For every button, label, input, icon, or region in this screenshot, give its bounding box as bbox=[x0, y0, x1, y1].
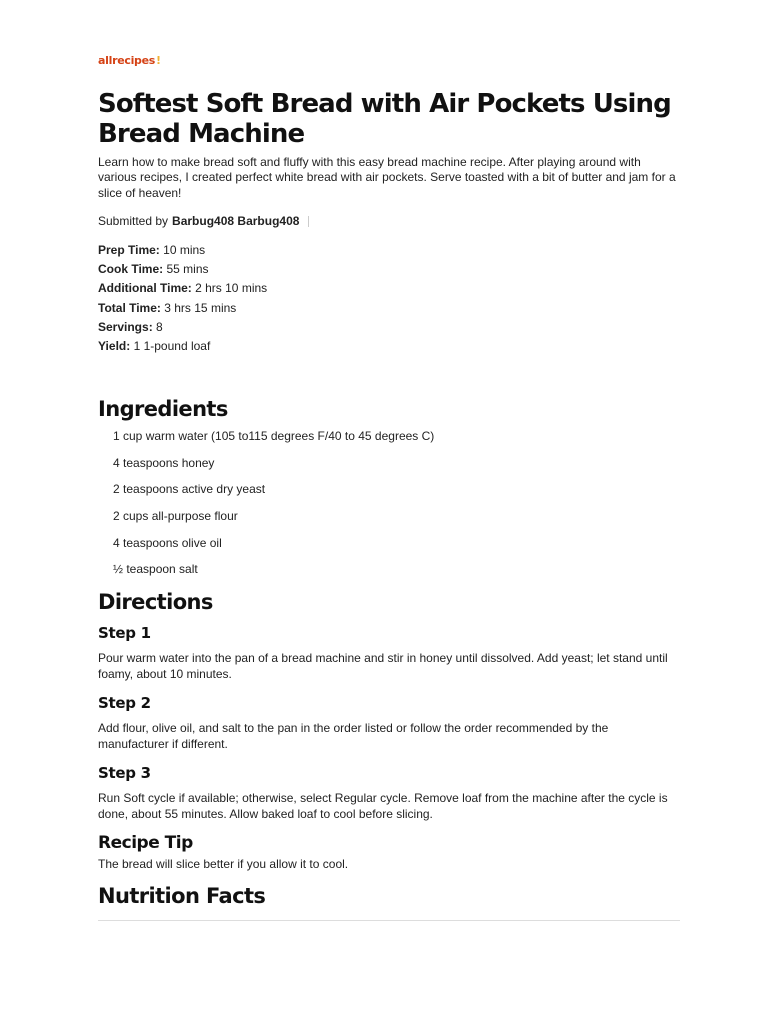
step-3-text: Run Soft cycle if available; otherwise, select Regular cycle. Remove loaf from the machine after the cycle is done, about 55 minutes. Allow baked loaf to cool before slicing. bbox=[98, 791, 668, 821]
meta-label: Yield: bbox=[98, 339, 131, 354]
meta-servings bbox=[98, 318, 680, 337]
recipe-tip-text: The bread will slice better if you allow it to cool. bbox=[98, 857, 349, 872]
directions-heading: Directions bbox=[98, 590, 213, 615]
meta-value: 3 hrs 15 mins bbox=[164, 300, 237, 315]
meta-value: 55 mins bbox=[166, 262, 209, 277]
recipe-description: Learn how to make bread soft and fluffy with this easy bread machine recipe. After playing around with various recipes, I created perfect white bread with air pockets. Serve toasted with a bit of butter and jam for a slice of heaven! bbox=[98, 154, 676, 200]
recipe-title: Softest Soft Bread with Air Pockets Using Bread Machine bbox=[98, 88, 671, 149]
nutrition-divider bbox=[98, 920, 680, 921]
ingredients-list bbox=[98, 429, 680, 577]
ingredient-item: 4 teaspoons honey bbox=[113, 455, 215, 470]
meta-label: Total Time: bbox=[98, 300, 161, 315]
recipe-page bbox=[98, 50, 680, 921]
meta-prep-time bbox=[98, 241, 680, 260]
allrecipes-logo[interactable] bbox=[98, 52, 161, 68]
meta-value: 1 1-pound loaf bbox=[133, 339, 211, 354]
meta-yield bbox=[98, 337, 680, 356]
meta-value: 8 bbox=[156, 319, 163, 334]
step-2-text: Add flour, olive oil, and salt to the pan in the order listed or follow the order recommended by the manufacturer if different. bbox=[98, 721, 609, 751]
meta-additional-time bbox=[98, 279, 680, 298]
meta-value: 10 mins bbox=[163, 243, 206, 257]
meta-total-time bbox=[98, 299, 680, 318]
byline-divider bbox=[308, 216, 309, 227]
meta-label: Cook Time: bbox=[98, 262, 164, 277]
step-3-title: Step 3 bbox=[98, 764, 151, 783]
submitted-by-label: Submitted by bbox=[98, 214, 169, 228]
logo-mark-icon: ! bbox=[156, 53, 161, 67]
meta-value: 2 hrs 10 mins bbox=[195, 281, 268, 296]
ingredient-item: 2 teaspoons active dry yeast bbox=[113, 482, 266, 497]
meta-label: Additional Time: bbox=[98, 281, 192, 296]
ingredient-item: 1 cup warm water (105 to115 degrees F/40 to 45 degrees C) bbox=[113, 429, 435, 444]
ingredient-item: 2 cups all-purpose flour bbox=[113, 509, 238, 523]
author-name[interactable]: Barbug408 Barbug408 bbox=[172, 214, 300, 228]
recipe-tip-heading: Recipe Tip bbox=[98, 833, 193, 854]
meta-label: Servings: bbox=[98, 319, 153, 334]
logo-text: allrecipes bbox=[98, 53, 156, 67]
nutrition-facts-heading: Nutrition Facts bbox=[98, 884, 266, 909]
meta-label: Prep Time: bbox=[98, 243, 160, 257]
step-2-title: Step 2 bbox=[98, 694, 151, 713]
ingredient-item: 4 teaspoons olive oil bbox=[113, 535, 222, 550]
meta-cook-time bbox=[98, 260, 680, 279]
step-1-title: Step 1 bbox=[98, 624, 151, 643]
step-1-text: Pour warm water into the pan of a bread machine and stir in honey until dissolved. Add yeast; let stand until foamy, about 10 minutes. bbox=[98, 651, 668, 681]
ingredient-item: ½ teaspoon salt bbox=[113, 562, 198, 577]
ingredients-heading: Ingredients bbox=[98, 397, 228, 422]
byline bbox=[98, 213, 680, 229]
recipe-meta-list bbox=[98, 241, 680, 356]
